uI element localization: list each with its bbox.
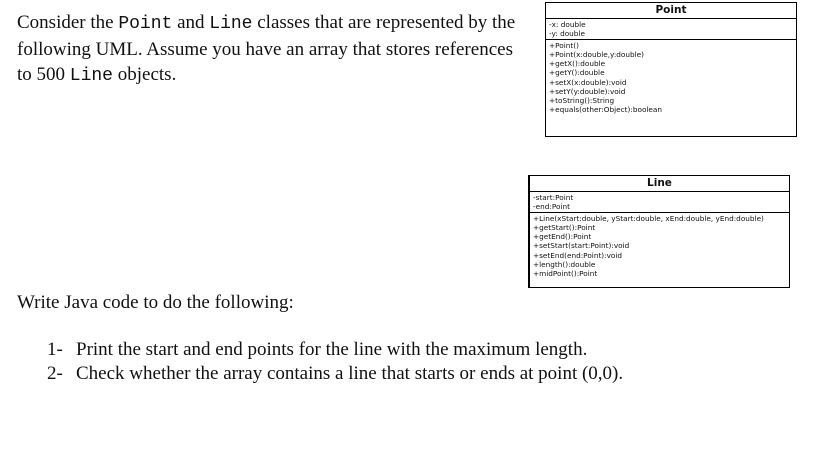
task-text: Print the start and end points for the line with the maximum length. xyxy=(76,339,588,360)
uml-method: +setX(x:double):void xyxy=(549,77,627,87)
uml-method: +Point() xyxy=(549,41,579,51)
code-point: Point xyxy=(118,14,173,34)
uml-attribute: -x: double xyxy=(549,20,586,29)
uml-line-title: Line xyxy=(530,176,789,192)
uml-method: +Line(xStart:double, yStart:double, xEnd:double, yEnd:double) xyxy=(533,214,764,224)
uml-method: +midPoint():Point xyxy=(533,268,598,278)
uml-method: +Point(x:double,y:double) xyxy=(549,50,645,60)
task-item xyxy=(47,362,623,386)
uml-method: +setStart(start:Point):void xyxy=(533,241,630,251)
intro-text-4: objects. xyxy=(113,64,177,85)
task-number: 1- xyxy=(47,339,63,360)
uml-method: +length():double xyxy=(533,259,596,269)
task-list xyxy=(47,338,623,386)
intro-paragraph xyxy=(17,10,532,89)
uml-line-attributes xyxy=(530,192,789,213)
task-number: 2- xyxy=(47,363,63,384)
intro-text-2: and xyxy=(172,12,210,33)
uml-method: +getX():double xyxy=(549,59,606,69)
uml-method: +getStart():Point xyxy=(533,223,596,233)
uml-point-title: Point xyxy=(546,3,796,19)
uml-point-methods xyxy=(546,40,796,115)
uml-point-class xyxy=(545,2,797,137)
uml-method: +getEnd():Point xyxy=(533,232,592,242)
uml-point-attributes xyxy=(546,19,796,40)
task-text: Check whether the array contains a line that starts or ends at point (0,0). xyxy=(76,363,624,384)
task-item xyxy=(47,338,623,362)
uml-method: +equals(other:Object):boolean xyxy=(549,104,663,114)
uml-line-methods xyxy=(530,213,789,279)
code-line: Line xyxy=(209,14,253,34)
uml-line-class xyxy=(528,175,790,288)
uml-method: +getY():double xyxy=(549,68,605,78)
uml-method: +setY(y:double):void xyxy=(549,86,626,96)
code-line-2: Line xyxy=(69,66,113,86)
uml-attribute: -y: double xyxy=(549,29,585,39)
uml-method: +setEnd(end:Point):void xyxy=(533,250,623,260)
uml-attribute: -start:Point xyxy=(533,193,574,202)
uml-attribute: -end:Point xyxy=(533,202,570,212)
intro-text-3: classes that are represented by the following UML. Assume you have an array that stores references to 500 xyxy=(17,12,516,85)
task-heading: Write Java code to do the following: xyxy=(17,292,294,313)
uml-method: +toString():String xyxy=(549,95,615,105)
intro-text-1: Consider the xyxy=(17,12,119,33)
